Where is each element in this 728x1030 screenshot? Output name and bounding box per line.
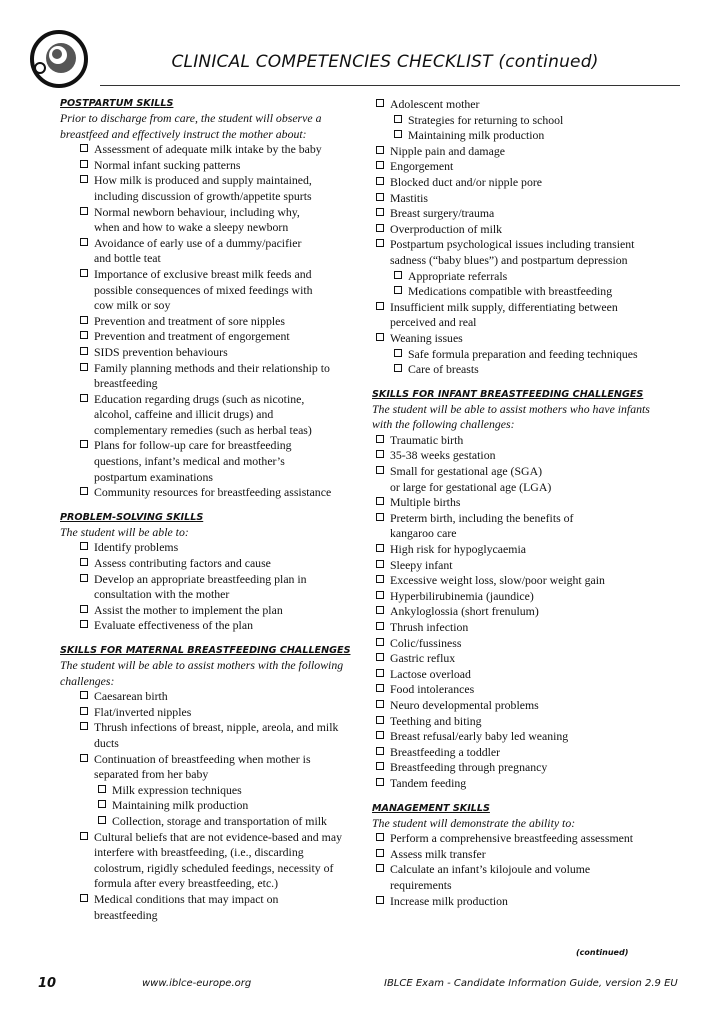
item-text: separated from her baby bbox=[94, 767, 209, 782]
checkbox-icon bbox=[98, 800, 106, 808]
checkbox-icon bbox=[376, 622, 384, 630]
checklist-subitem bbox=[372, 284, 672, 300]
item-text: Overproduction of milk bbox=[390, 221, 503, 236]
section-intro: challenges: bbox=[60, 673, 115, 688]
checkbox-icon bbox=[376, 208, 384, 216]
checklist-item bbox=[372, 433, 672, 449]
item-text: Care of breasts bbox=[408, 362, 479, 377]
checklist-item bbox=[372, 191, 672, 207]
item-text: How milk is produced and supply maintained, bbox=[94, 173, 312, 188]
checklist-item bbox=[60, 345, 360, 361]
item-text: ducts bbox=[94, 735, 119, 750]
item-text: questions, infant’s medical and mother’s bbox=[94, 454, 285, 469]
checklist-item bbox=[372, 620, 672, 636]
checkbox-icon bbox=[80, 394, 88, 402]
checkbox-icon bbox=[376, 239, 384, 247]
item-text: when and how to wake a sleepy newborn bbox=[94, 220, 289, 235]
item-text: requirements bbox=[390, 877, 452, 892]
checkbox-icon bbox=[80, 605, 88, 613]
item-text: Normal newborn behaviour, including why, bbox=[94, 204, 300, 219]
item-text: Education regarding drugs (such as nicotine, bbox=[94, 391, 305, 406]
footer-website: www.iblce-europe.org bbox=[142, 978, 252, 989]
checklist-item bbox=[372, 894, 672, 910]
checklist-item bbox=[60, 438, 360, 485]
checklist-item bbox=[372, 831, 672, 847]
item-text: High risk for hypoglycaemia bbox=[390, 542, 526, 557]
item-text: interfere with breastfeeding, (i.e., discarding bbox=[94, 845, 304, 860]
checkbox-icon bbox=[376, 560, 384, 568]
checklist-item bbox=[60, 361, 360, 392]
item-text: Excessive weight loss, slow/poor weight gain bbox=[390, 573, 605, 588]
checkbox-icon bbox=[376, 849, 384, 857]
checklist-section bbox=[60, 97, 360, 501]
checkbox-icon bbox=[376, 161, 384, 169]
item-text: Maintaining milk production bbox=[408, 128, 545, 143]
checkbox-icon bbox=[376, 466, 384, 474]
checkbox-icon bbox=[376, 177, 384, 185]
checkbox-icon bbox=[376, 896, 384, 904]
item-text: Preterm birth, including the benefits of bbox=[390, 510, 574, 525]
section-heading: SKILLS FOR INFANT BREASTFEEDING CHALLENGES bbox=[372, 388, 644, 400]
checklist-item bbox=[60, 485, 360, 501]
checkbox-icon bbox=[80, 707, 88, 715]
checklist-item bbox=[372, 542, 672, 558]
checkbox-icon bbox=[376, 193, 384, 201]
iblce-logo-icon bbox=[28, 28, 90, 90]
checkbox-icon bbox=[80, 331, 88, 339]
checklist-item bbox=[372, 448, 672, 464]
checkbox-icon bbox=[376, 450, 384, 458]
checklist-item bbox=[60, 329, 360, 345]
checkbox-icon bbox=[80, 207, 88, 215]
footer-guide-title: IBLCE Exam - Candidate Information Guide, version 2.9 EU bbox=[384, 978, 678, 989]
item-text: Safe formula preparation and feeding techniques bbox=[408, 346, 638, 361]
checkbox-icon bbox=[80, 620, 88, 628]
item-text: Perform a comprehensive breastfeeding assessment bbox=[390, 831, 634, 846]
checklist-section bbox=[372, 97, 672, 378]
checklist-item bbox=[372, 714, 672, 730]
checklist-item bbox=[60, 556, 360, 572]
checklist-item bbox=[60, 689, 360, 705]
item-text: Colic/fussiness bbox=[390, 635, 462, 650]
checklist-item bbox=[372, 97, 672, 113]
checklist-item bbox=[60, 173, 360, 204]
section-intro: Prior to discharge from care, the student will observe a bbox=[60, 111, 322, 125]
checklist-item bbox=[372, 636, 672, 652]
checkbox-icon bbox=[98, 816, 106, 824]
item-text: perceived and real bbox=[390, 315, 477, 330]
checkbox-icon bbox=[376, 684, 384, 692]
checklist-item bbox=[60, 572, 360, 603]
item-text: Prevention and treatment of sore nipples bbox=[94, 313, 285, 328]
checklist-subitem bbox=[372, 113, 672, 129]
checkbox-icon bbox=[80, 347, 88, 355]
checkbox-icon bbox=[394, 130, 402, 138]
checkbox-icon bbox=[376, 669, 384, 677]
item-text: Traumatic birth bbox=[390, 432, 464, 447]
title-divider bbox=[100, 85, 680, 86]
item-text: Thrush infection bbox=[390, 620, 469, 634]
checkbox-icon bbox=[376, 435, 384, 443]
item-text: Avoidance of early use of a dummy/pacifier bbox=[94, 235, 302, 250]
item-text: Maintaining milk production bbox=[112, 798, 249, 813]
item-text: Increase milk production bbox=[390, 893, 508, 908]
continued-note: (continued) bbox=[576, 948, 629, 957]
item-text: Breastfeeding through pregnancy bbox=[390, 760, 548, 775]
checkbox-icon bbox=[376, 638, 384, 646]
checklist-item bbox=[372, 776, 672, 792]
checkbox-icon bbox=[376, 333, 384, 341]
right-column bbox=[372, 97, 672, 909]
section-intro: The student will be able to: bbox=[60, 524, 189, 539]
checklist-subitem bbox=[60, 798, 360, 814]
checklist-item bbox=[60, 236, 360, 267]
checkbox-icon bbox=[376, 653, 384, 661]
checkbox-icon bbox=[376, 302, 384, 310]
item-text: Breastfeeding a toddler bbox=[390, 744, 501, 759]
item-text: Nipple pain and damage bbox=[390, 143, 505, 158]
checkbox-icon bbox=[80, 238, 88, 246]
item-text: Assist the mother to implement the plan bbox=[94, 602, 283, 617]
item-text: Postpartum psychological issues including transient bbox=[390, 237, 635, 252]
checklist-item bbox=[372, 862, 672, 893]
section-heading: MANAGEMENT SKILLS bbox=[372, 802, 490, 814]
item-text: Weaning issues bbox=[390, 330, 463, 345]
item-text: formula after every breastfeeding, etc.) bbox=[94, 876, 279, 891]
checklist-item bbox=[372, 144, 672, 160]
checkbox-icon bbox=[376, 762, 384, 770]
checklist-item bbox=[60, 158, 360, 174]
checklist-item bbox=[60, 314, 360, 330]
checklist-item bbox=[372, 237, 672, 268]
item-text: Teething and biting bbox=[390, 713, 482, 728]
item-text: Medical conditions that may impact on bbox=[94, 891, 279, 906]
checklist-subitem bbox=[60, 783, 360, 799]
checkbox-icon bbox=[376, 146, 384, 154]
checkbox-icon bbox=[80, 542, 88, 550]
item-text: Continuation of breastfeeding when mother is bbox=[94, 751, 311, 766]
checklist-item bbox=[372, 222, 672, 238]
checklist-item bbox=[372, 729, 672, 745]
item-text: kangaroo care bbox=[390, 526, 457, 541]
checklist-item bbox=[372, 589, 672, 605]
item-text: or large for gestational age (LGA) bbox=[390, 479, 552, 494]
item-text: Neuro developmental problems bbox=[390, 697, 539, 712]
checklist-section bbox=[372, 802, 672, 910]
checkbox-icon bbox=[376, 497, 384, 505]
item-text: Strategies for returning to school bbox=[408, 112, 564, 127]
checkbox-icon bbox=[376, 864, 384, 872]
checklist-item bbox=[60, 618, 360, 634]
item-text: Prevention and treatment of engorgement bbox=[94, 329, 290, 344]
item-text: SIDS prevention behaviours bbox=[94, 344, 228, 359]
checklist-section bbox=[60, 644, 360, 923]
checkbox-icon bbox=[80, 487, 88, 495]
checklist-item bbox=[372, 651, 672, 667]
item-text: breastfeeding bbox=[94, 376, 158, 391]
item-text: cow milk or soy bbox=[94, 298, 171, 313]
checklist-item bbox=[60, 720, 360, 751]
checklist-item bbox=[60, 830, 360, 892]
item-text: Identify problems bbox=[94, 540, 179, 555]
checklist-item bbox=[372, 159, 672, 175]
item-text: Collection, storage and transportation of milk bbox=[112, 813, 327, 828]
checklist-item bbox=[372, 558, 672, 574]
checklist-item bbox=[60, 892, 360, 923]
checklist-subitem bbox=[372, 362, 672, 378]
item-text: Assess milk transfer bbox=[390, 846, 486, 861]
item-text: Food intolerances bbox=[390, 682, 475, 697]
checklist-subitem bbox=[60, 814, 360, 830]
item-text: Community resources for breastfeeding assistance bbox=[94, 485, 332, 500]
item-text: Blocked duct and/or nipple pore bbox=[390, 174, 543, 189]
checkbox-icon bbox=[80, 832, 88, 840]
item-text: breastfeeding bbox=[94, 907, 158, 922]
checklist-subitem bbox=[372, 128, 672, 144]
checklist-item bbox=[372, 682, 672, 698]
item-text: Flat/inverted nipples bbox=[94, 704, 192, 719]
item-text: Ankyloglossia (short frenulum) bbox=[390, 604, 539, 619]
checkbox-icon bbox=[80, 574, 88, 582]
checkbox-icon bbox=[376, 833, 384, 841]
section-intro: The student will be able to assist mothers with the following bbox=[60, 658, 344, 672]
item-text: Gastric reflux bbox=[390, 651, 456, 666]
checklist-item bbox=[372, 745, 672, 761]
item-text: Medications compatible with breastfeeding bbox=[408, 284, 613, 299]
item-text: Mastitis bbox=[390, 190, 429, 205]
section-heading: PROBLEM-SOLVING SKILLS bbox=[60, 511, 204, 523]
item-text: Cultural beliefs that are not evidence-based and may bbox=[94, 829, 342, 844]
item-text: Sleepy infant bbox=[390, 557, 453, 572]
checkbox-icon bbox=[394, 349, 402, 357]
checkbox-icon bbox=[376, 716, 384, 724]
item-text: postpartum examinations bbox=[94, 469, 213, 484]
checklist-item bbox=[372, 667, 672, 683]
checkbox-icon bbox=[376, 778, 384, 786]
item-text: Assessment of adequate milk intake by the baby bbox=[94, 142, 322, 157]
item-text: Insufficient milk supply, differentiating between bbox=[390, 299, 618, 314]
checkbox-icon bbox=[376, 591, 384, 599]
checklist-item bbox=[372, 206, 672, 222]
checkbox-icon bbox=[80, 440, 88, 448]
checkbox-icon bbox=[376, 544, 384, 552]
checklist-item bbox=[372, 495, 672, 511]
checkbox-icon bbox=[394, 364, 402, 372]
checkbox-icon bbox=[80, 144, 88, 152]
checkbox-icon bbox=[80, 691, 88, 699]
item-text: Thrush infections of breast, nipple, areola, and milk bbox=[94, 720, 339, 735]
item-text: sadness (“baby blues”) and postpartum depression bbox=[390, 252, 628, 267]
checkbox-icon bbox=[376, 224, 384, 232]
checkbox-icon bbox=[80, 363, 88, 371]
checklist-item bbox=[372, 331, 672, 347]
checklist-item bbox=[372, 300, 672, 331]
checkbox-icon bbox=[394, 115, 402, 123]
checkbox-icon bbox=[98, 785, 106, 793]
item-text: Small for gestational age (SGA) bbox=[390, 464, 543, 479]
item-text: Breast refusal/early baby led weaning bbox=[390, 729, 569, 744]
item-text: including discussion of growth/appetite spurts bbox=[94, 188, 312, 203]
checklist-item bbox=[60, 540, 360, 556]
item-text: Importance of exclusive breast milk feeds and bbox=[94, 266, 312, 281]
checkbox-icon bbox=[376, 99, 384, 107]
checklist-section bbox=[60, 511, 360, 634]
item-text: Evaluate effectiveness of the plan bbox=[94, 618, 253, 633]
checklist-item bbox=[60, 603, 360, 619]
checkbox-icon bbox=[80, 754, 88, 762]
item-text: possible consequences of mixed feedings with bbox=[94, 282, 313, 297]
item-text: Lactose overload bbox=[390, 666, 471, 681]
item-text: Adolescent mother bbox=[390, 97, 480, 111]
section-intro: The student will demonstrate the ability to: bbox=[372, 815, 576, 830]
checklist-item bbox=[60, 705, 360, 721]
item-text: 35-38 weeks gestation bbox=[390, 448, 496, 463]
item-text: alcohol, caffeine and illicit drugs) and bbox=[94, 407, 274, 422]
left-column bbox=[60, 97, 360, 923]
section-intro: with the following challenges: bbox=[372, 417, 515, 432]
checkbox-icon bbox=[80, 160, 88, 168]
checklist-item bbox=[60, 392, 360, 439]
checklist-item bbox=[60, 752, 360, 783]
checkbox-icon bbox=[80, 175, 88, 183]
item-text: Tandem feeding bbox=[390, 775, 467, 790]
checkbox-icon bbox=[376, 606, 384, 614]
checkbox-icon bbox=[376, 513, 384, 521]
item-text: Engorgement bbox=[390, 159, 454, 174]
item-text: Develop an appropriate breastfeeding plan in bbox=[94, 571, 307, 586]
section-heading: SKILLS FOR MATERNAL BREASTFEEDING CHALLENGES bbox=[60, 645, 351, 656]
checkbox-icon bbox=[376, 731, 384, 739]
item-text: colostrum, rigidly scheduled feedings, necessity of bbox=[94, 860, 334, 875]
checklist-item bbox=[372, 511, 672, 542]
item-text: Caesarean birth bbox=[94, 689, 168, 704]
checklist-item bbox=[372, 698, 672, 714]
checklist-item bbox=[372, 760, 672, 776]
checkbox-icon bbox=[80, 558, 88, 566]
checklist-item bbox=[372, 464, 672, 495]
checkbox-icon bbox=[394, 271, 402, 279]
item-text: Appropriate referrals bbox=[408, 268, 508, 283]
section-intro: breastfeed and effectively instruct the mother about: bbox=[60, 126, 307, 141]
item-text: Breast surgery/trauma bbox=[390, 206, 495, 221]
item-text: Calculate an infant’s kilojoule and volume bbox=[390, 862, 591, 877]
checkbox-icon bbox=[80, 894, 88, 902]
checklist-item bbox=[372, 175, 672, 191]
checkbox-icon bbox=[80, 722, 88, 730]
page-title: CLINICAL COMPETENCIES CHECKLIST (continued) bbox=[171, 52, 599, 72]
checkbox-icon bbox=[376, 747, 384, 755]
checklist-item bbox=[372, 847, 672, 863]
section-heading: POSTPARTUM SKILLS bbox=[60, 98, 174, 109]
checklist-item bbox=[60, 142, 360, 158]
checkbox-icon bbox=[376, 700, 384, 708]
checkbox-icon bbox=[394, 286, 402, 294]
item-text: Assess contributing factors and cause bbox=[94, 556, 271, 571]
checklist-subitem bbox=[372, 269, 672, 285]
item-text: complementary remedies (such as herbal teas) bbox=[94, 422, 312, 437]
checklist-section bbox=[372, 388, 672, 792]
item-text: and bottle teat bbox=[94, 251, 161, 266]
checklist-subitem bbox=[372, 347, 672, 363]
item-text: Milk expression techniques bbox=[112, 782, 242, 797]
item-text: Hyperbilirubinemia (jaundice) bbox=[390, 588, 534, 603]
checklist-item bbox=[372, 604, 672, 620]
checklist-item bbox=[372, 573, 672, 589]
item-text: Multiple births bbox=[390, 495, 461, 510]
item-text: Family planning methods and their relationship to bbox=[94, 360, 330, 375]
checkbox-icon bbox=[80, 269, 88, 277]
page-number: 10 bbox=[38, 976, 57, 991]
checklist-item bbox=[60, 267, 360, 314]
checklist-item bbox=[60, 205, 360, 236]
item-text: consultation with the mother bbox=[94, 587, 230, 602]
item-text: Normal infant sucking patterns bbox=[94, 157, 241, 172]
checkbox-icon bbox=[80, 316, 88, 324]
checkbox-icon bbox=[376, 575, 384, 583]
section-intro: The student will be able to assist mothers who have infants bbox=[372, 401, 650, 416]
item-text: Plans for follow-up care for breastfeeding bbox=[94, 438, 292, 453]
